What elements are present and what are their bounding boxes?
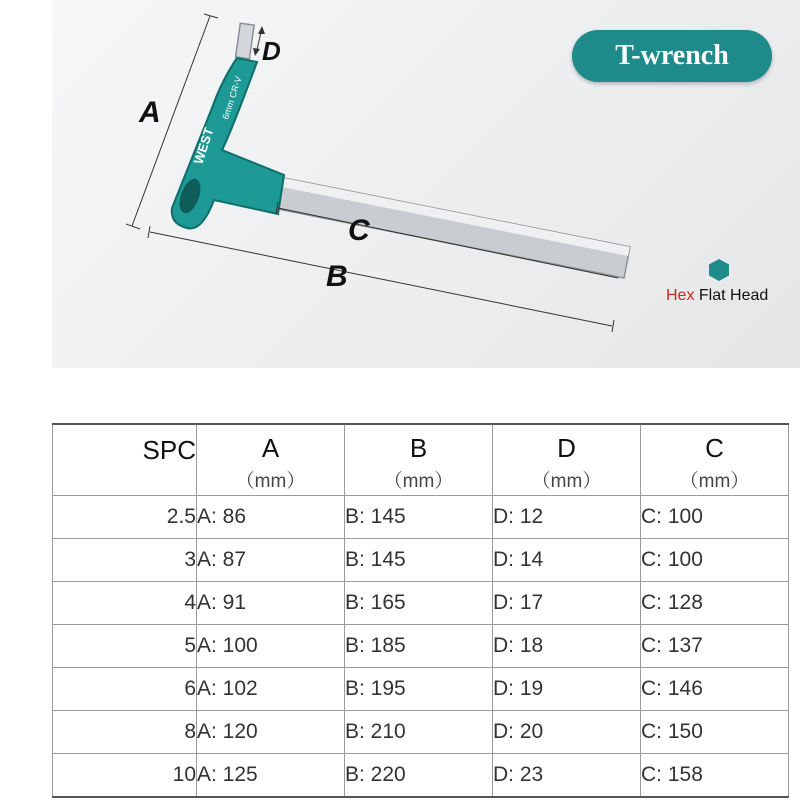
handle-brand-text: WEST <box>190 125 217 166</box>
header-b: B （mm） <box>345 424 493 496</box>
cell-b: B: 185 <box>345 625 493 668</box>
hex-label-red: Hex <box>666 287 695 304</box>
dimension-label-c: C <box>348 214 370 247</box>
cell-a: A: 86 <box>197 496 345 539</box>
cell-d: D: 18 <box>493 625 641 668</box>
cell-b: B: 195 <box>345 668 493 711</box>
header-a: A （mm） <box>197 424 345 496</box>
header-d: D （mm） <box>493 424 641 496</box>
header-c: C （mm） <box>641 424 789 496</box>
t-wrench-badge: T-wrench <box>572 30 772 82</box>
table-row <box>53 582 789 625</box>
cell-c: C: 150 <box>641 711 789 754</box>
cell-b: B: 210 <box>345 711 493 754</box>
cell-spc: 3 <box>53 539 197 582</box>
cell-b: B: 145 <box>345 496 493 539</box>
cell-d: D: 20 <box>493 711 641 754</box>
table-row <box>53 711 789 754</box>
cell-b: B: 220 <box>345 754 493 798</box>
hex-flat-head-label <box>666 287 768 305</box>
cell-a: A: 120 <box>197 711 345 754</box>
cell-c: C: 100 <box>641 496 789 539</box>
table-row <box>53 668 789 711</box>
dimension-label-a: A <box>139 96 161 129</box>
dimension-label-d: D <box>262 36 281 66</box>
cell-a: A: 91 <box>197 582 345 625</box>
cell-spc: 2.5 <box>53 496 197 539</box>
hexagon-icon <box>707 258 731 282</box>
cell-d: D: 12 <box>493 496 641 539</box>
product-photo <box>52 0 800 368</box>
table-row <box>53 539 789 582</box>
cell-a: A: 102 <box>197 668 345 711</box>
cell-c: C: 158 <box>641 754 789 798</box>
cell-spc: 4 <box>53 582 197 625</box>
cell-d: D: 19 <box>493 668 641 711</box>
cell-d: D: 14 <box>493 539 641 582</box>
dimension-label-b: B <box>326 260 348 293</box>
cell-a: A: 87 <box>197 539 345 582</box>
cell-spc: 10 <box>53 754 197 798</box>
table-header-row <box>53 424 789 496</box>
cell-spc: 8 <box>53 711 197 754</box>
cell-c: C: 100 <box>641 539 789 582</box>
cell-a: A: 100 <box>197 625 345 668</box>
cell-spc: 5 <box>53 625 197 668</box>
cell-d: D: 17 <box>493 582 641 625</box>
cell-c: C: 137 <box>641 625 789 668</box>
cell-c: C: 146 <box>641 668 789 711</box>
cell-c: C: 128 <box>641 582 789 625</box>
cell-b: B: 145 <box>345 539 493 582</box>
header-spc: SPC <box>53 424 197 496</box>
table-row <box>53 625 789 668</box>
handle-size-text: 6mm CR-V <box>220 75 244 121</box>
hex-label-rest: Flat Head <box>698 287 769 304</box>
spec-table <box>52 423 789 798</box>
cell-a: A: 125 <box>197 754 345 798</box>
table-row <box>53 754 789 798</box>
cell-d: D: 23 <box>493 754 641 798</box>
table-row <box>53 496 789 539</box>
cell-spc: 6 <box>53 668 197 711</box>
cell-b: B: 165 <box>345 582 493 625</box>
